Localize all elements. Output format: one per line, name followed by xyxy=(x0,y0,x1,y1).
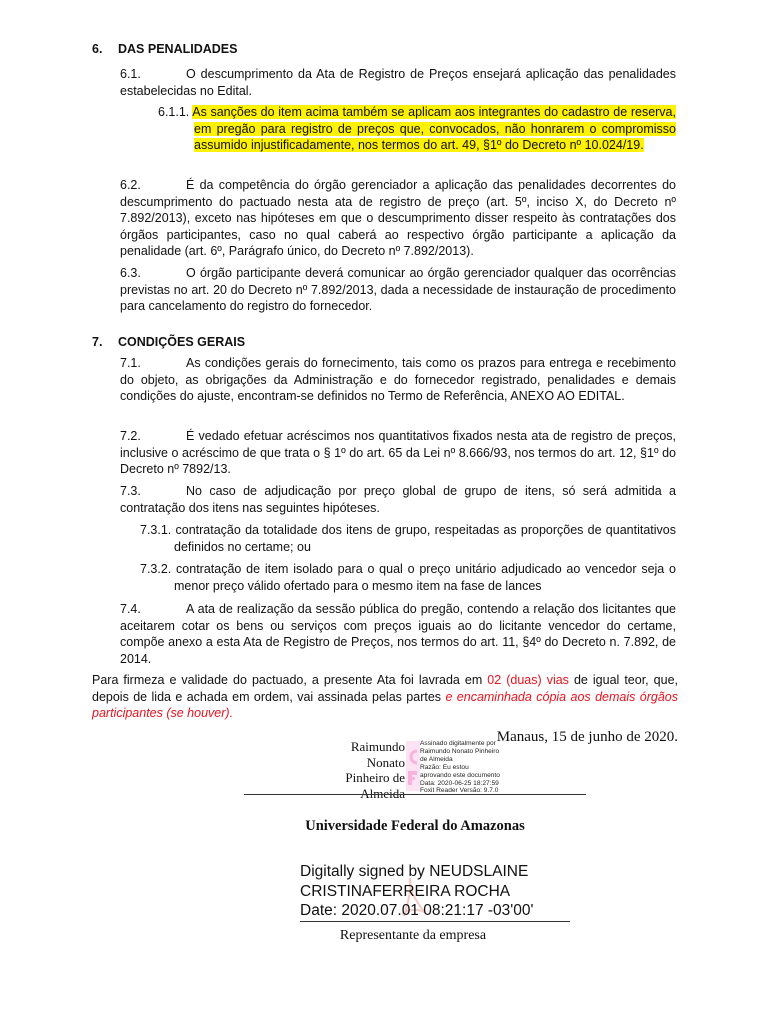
paragraph-6-1-1-highlighted-text: As sanções do item acima também se aplicam aos integrantes do cadastro de reserva, em pregão para registro de preços que, convocados, não honrarem o compromisso assumido injustificadamente, nos termos do art. 49, §1º do Decreto nº 10.024/19. xyxy=(192,105,676,153)
paragraph-7-4 xyxy=(120,601,676,667)
stamp-line: aprovando este documento xyxy=(420,771,500,779)
paragraph-6-3 xyxy=(120,265,676,315)
digital-signature-line: Digitally signed by NEUDSLAINE xyxy=(300,863,529,880)
closing-copies-count: 02 (duas) vias xyxy=(487,673,569,687)
signature-line-upper xyxy=(244,794,586,795)
digital-stamp-text xyxy=(420,740,530,795)
paragraph-7-1-number: 7.1. xyxy=(120,356,141,370)
paragraph-6-3-text: O órgão participante deverá comunicar ao órgão gerenciador qualquer das ocorrências previstas no art. 20 do Decreto nº 7.892/2013, dada a necessidade de instauração de procedimento para cancelamento do registro do fornecedor. xyxy=(120,266,676,314)
closing-paragraph xyxy=(92,672,678,722)
paragraph-6-1-number: 6.1. xyxy=(120,67,141,81)
paragraph-6-1 xyxy=(120,66,676,99)
place-date: Manaus, 15 de junho de 2020. xyxy=(496,729,678,745)
closing-text-part2: de igual teor, que, depois de lida e achada em ordem, vai assinada pelas partes xyxy=(92,673,679,704)
stamp-line: Foxit Reader Versão: 9.7.0 xyxy=(420,787,499,795)
signer-name-line: Almeida xyxy=(360,785,405,801)
paragraph-6-1-1-number: 6.1.1. xyxy=(158,105,190,119)
signer-name-line: Nonato xyxy=(366,754,405,770)
foxit-stamp-logo-icon xyxy=(406,741,420,791)
stamp-line: Data: 2020-06-25 18:27:59 xyxy=(420,779,499,787)
paragraph-7-4-text: A ata de realização da sessão pública do pregão, contendo a relação dos licitantes que aceitarem cotar os bens ou serviços com preços iguais ao do licitante vencedor do certame, compõe anexo a esta Ata de Registro de Preços, nos termos do art. 11, §4º do Decreto n. 7.892, de 2014. xyxy=(120,602,676,666)
digital-signature-line: CRISTINAFERREIRA ROCHA xyxy=(300,882,511,900)
section-6-title: DAS PENALIDADES xyxy=(118,42,238,56)
signer-name-line: Raimundo xyxy=(350,739,405,754)
paragraph-7-1-text: As condições gerais do fornecimento, tais como os prazos para entrega e recebimento do objeto, as obrigações da Administração e do fornecedor registrado, penalidades e demais condições do ajuste, encontram-se definidos no Termo de Referência, ANEXO AO EDITAL. xyxy=(120,356,676,404)
signer-name xyxy=(330,739,405,801)
stamp-line: Razão: Eu estou xyxy=(420,763,469,771)
stamp-line: de Almeida xyxy=(420,755,453,763)
section-7-heading xyxy=(92,335,245,349)
paragraph-7-3-number: 7.3. xyxy=(120,484,141,498)
signature-line-lower xyxy=(300,921,570,922)
paragraph-7-3-1: 7.3.1. contratação da totalidade dos itens de grupo, respeitadas as proporções de quantitativos definidos no certame; ou xyxy=(140,523,676,554)
closing-copies-note: e encaminhada cópia aos demais órgãos participantes (se houver). xyxy=(92,689,678,721)
stamp-line: Raimundo Nonato Pinheiro xyxy=(420,747,500,755)
paragraph-7-4-number: 7.4. xyxy=(120,602,141,616)
paragraph-6-1-1 xyxy=(158,104,676,154)
paragraph-6-2 xyxy=(120,177,676,260)
section-7-title: CONDIÇÕES GERAIS xyxy=(118,335,246,349)
stamp-line: Assinado digitalmente por xyxy=(420,740,496,747)
paragraph-7-2-text: É vedado efetuar acréscimos nos quantitativos fixados nesta ata de registro de preços, inclusive o acréscimo de que trata o § 1º do art. 65 da Lei nº 8.666/93, nos termos do art. 12, §1º do Decreto nº 7892/13. xyxy=(120,429,676,477)
digital-signature xyxy=(300,862,533,921)
paragraph-7-3-2: 7.3.2. contratação de item isolado para o qual o preço unitário adjudicado ao vencedor seja o menor preço válido ofertado para o mesmo item na fase de lances xyxy=(140,562,676,593)
representative-label: Representante da empresa xyxy=(339,928,487,943)
paragraph-6-3-number: 6.3. xyxy=(120,266,141,280)
paragraph-6-2-text: É da competência do órgão gerenciador a aplicação das penalidades decorrentes do descumprimento do pactuado nesta ata de registro de preço (art. 5º, inciso X, do Decreto nº 7.892/2013), exceto nas hipóteses em que o descumprimento disser respeito às contratações dos órgãos participantes, caso no qual caberá ao respectivo órgão participante a aplicação da penalidade (art. 6º, Parágrafo único, do Decreto nº 7.892/2013). xyxy=(120,178,676,259)
section-6-number: 6. xyxy=(92,42,103,56)
signer-name-line: Pinheiro de xyxy=(345,770,405,785)
paragraph-6-2-number: 6.2. xyxy=(120,178,141,192)
section-7-number: 7. xyxy=(92,335,103,349)
paragraph-7-1 xyxy=(120,355,676,405)
university-name: Universidade Federal do Amazonas xyxy=(305,818,525,834)
paragraph-7-3-text: No caso de adjudicação por preço global de grupo de itens, só será admitida a contratação dos itens nas seguintes hipóteses. xyxy=(120,484,676,515)
closing-text-part1: Para firmeza e validade do pactuado, a presente Ata foi lavrada em xyxy=(92,673,488,687)
paragraph-7-2-number: 7.2. xyxy=(120,429,141,443)
section-6-heading xyxy=(92,42,237,56)
paragraph-7-2 xyxy=(120,428,676,478)
paragraph-6-1-text: O descumprimento da Ata de Registro de Preços ensejará aplicação das penalidades estabelecidas no Edital. xyxy=(120,67,676,98)
paragraph-7-3 xyxy=(120,483,676,516)
digital-signature-line: Date: 2020.07.01 08:21:17 -03'00' xyxy=(300,902,534,919)
